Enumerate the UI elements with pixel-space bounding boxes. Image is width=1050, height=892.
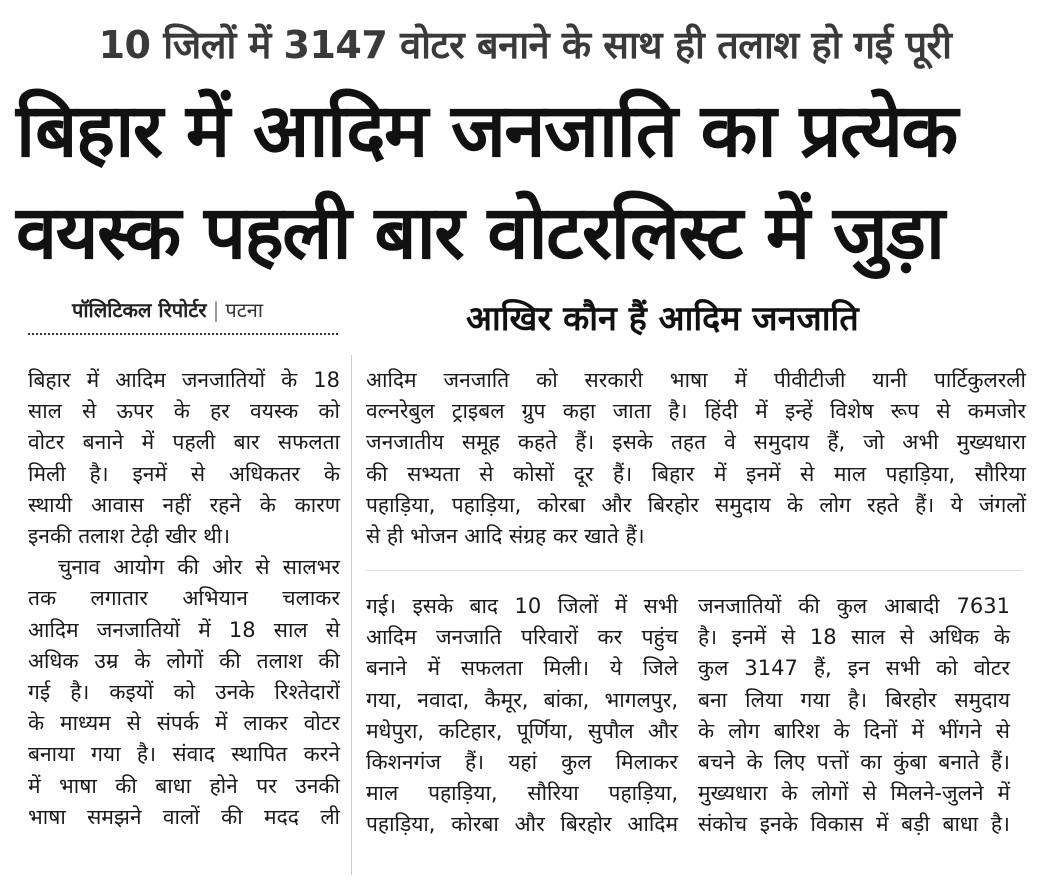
left-line: स्थायी आवास नहीं रहने के कारण [28, 492, 340, 517]
byline-reporter: पॉलिटिकल रिपोर्टर [72, 298, 207, 322]
mid-line: बनाने में सफलता मिली। ये जिले [366, 656, 678, 681]
mid-line: गई। इसके बाद 10 जिलों में सभी [366, 594, 678, 618]
right-column [698, 591, 1010, 841]
mid-line: माल पहाड़िया, सौरिया पहाड़िया, [366, 781, 678, 806]
column-divider [351, 355, 352, 875]
right-line: जनजातियों की कुल आबादी 7631 [698, 594, 1010, 618]
byline [72, 296, 263, 323]
left-line: भाषा समझने वालों की मदद ली [28, 804, 340, 829]
byline-city: पटना [225, 298, 264, 322]
box-divider [366, 570, 1022, 571]
right-line: मुख्यधारा के लोगों से मिलने-जुलने में [698, 781, 1010, 806]
kicker: 10 जिलों में 3147 वोटर बनाने के साथ ही तलाश हो गई पूरी [98, 23, 952, 67]
right-line: बना लिया गया है। बिरहोर समुदाय [698, 687, 1010, 712]
box-line: पहाड़िया, पहाड़िया, कोरबा और बिरहोर समुदाय के लोग रहते हैं। ये जंगलों [366, 492, 1026, 517]
right-line: के लोग बारिश के दिनों में भींगने से [698, 718, 1010, 743]
left-column [28, 365, 340, 833]
mid-line: गया, नवादा, कैमूर, बांका, भागलपुर, [366, 687, 678, 712]
left-line: में भाषा की बाधा होने पर उनकी [28, 773, 340, 798]
mid-line: किशनगंज हैं। यहां कुल मिलाकर [366, 750, 678, 775]
right-line: बचने के लिए पत्तों का कुंबा बनाते हैं। [698, 750, 1010, 775]
left-line: तक लगातार अभियान चलाकर [28, 586, 340, 611]
box-line: जनजातीय समूह कहते हैं। इसके तहत वे समुदाय हैं, जो अभी मुख्यधारा [366, 430, 1026, 455]
left-line: चुनाव आयोग की ओर से सालभर [58, 555, 340, 580]
left-line: बिहार में आदिम जनजातियों के 18 [28, 368, 340, 392]
right-line: संकोच इनके विकास में बड़ी बाधा है। [698, 812, 1010, 837]
mid-line: मधेपुरा, कटिहार, पूर्णिया, सुपौल और [366, 718, 678, 743]
left-line: वोटर बनाने में पहली बार सफलता [28, 430, 340, 455]
headline-line-2: वयस्क पहली बार वोटरलिस्ट में जुड़ा [16, 190, 944, 276]
left-line: गई है। कइयों को उनके रिश्तेदारों [28, 680, 340, 705]
box-line: आदिम जनजाति को सरकारी भाषा में पीवीटीजी यानी पार्टिकुलरली [366, 368, 1026, 392]
byline-dotted-rule [28, 333, 338, 335]
left-line: के माध्यम से संपर्क में लाकर वोटर [28, 711, 340, 736]
mid-line: आदिम जनजाति परिवारों कर पहुंच [366, 625, 678, 650]
sidebar-box [366, 365, 1026, 552]
box-line: की सभ्यता से कोसों दूर हैं। बिहार में इनमें से माल पहाड़िया, सौरिया [366, 461, 1027, 486]
right-line: है। इनमें से 18 साल से अधिक के [698, 625, 1010, 650]
left-line: मिली है। इनमें से अधिकतर के [28, 461, 340, 486]
left-line: इनकी तलाश टेढ़ी खीर थी। [28, 524, 231, 549]
box-line: से ही भोजन आदि संग्रह कर खाते हैं। [366, 524, 645, 549]
byline-separator: | [212, 298, 220, 322]
left-line: अधिक उम्र के लोगों की तलाश की [28, 648, 340, 673]
box-line: वल्नरेबुल ट्राइबल ग्रुप कहा जाता है। हिंदी में इन्हें विशेष रूप से कमजोर [366, 399, 1026, 424]
mid-line: पहाड़िया, कोरबा और बिरहोर आदिम [366, 812, 678, 837]
headline [16, 80, 1036, 284]
right-line: कुल 3147 हैं, इन सभी को वोटर [698, 656, 1010, 681]
left-line: बनाया गया है। संवाद स्थापित करने [28, 742, 340, 767]
headline-line-1: बिहार में आदिम जनजाति का प्रत्येक [16, 88, 957, 174]
left-line: आदिम जनजातियों में 18 साल से [28, 617, 340, 642]
sidebar-subhead: आखिर कौन हैं आदिम जनजाति [466, 299, 859, 339]
left-line: साल से ऊपर के हर वयस्क को [28, 399, 340, 424]
middle-column [366, 591, 678, 841]
